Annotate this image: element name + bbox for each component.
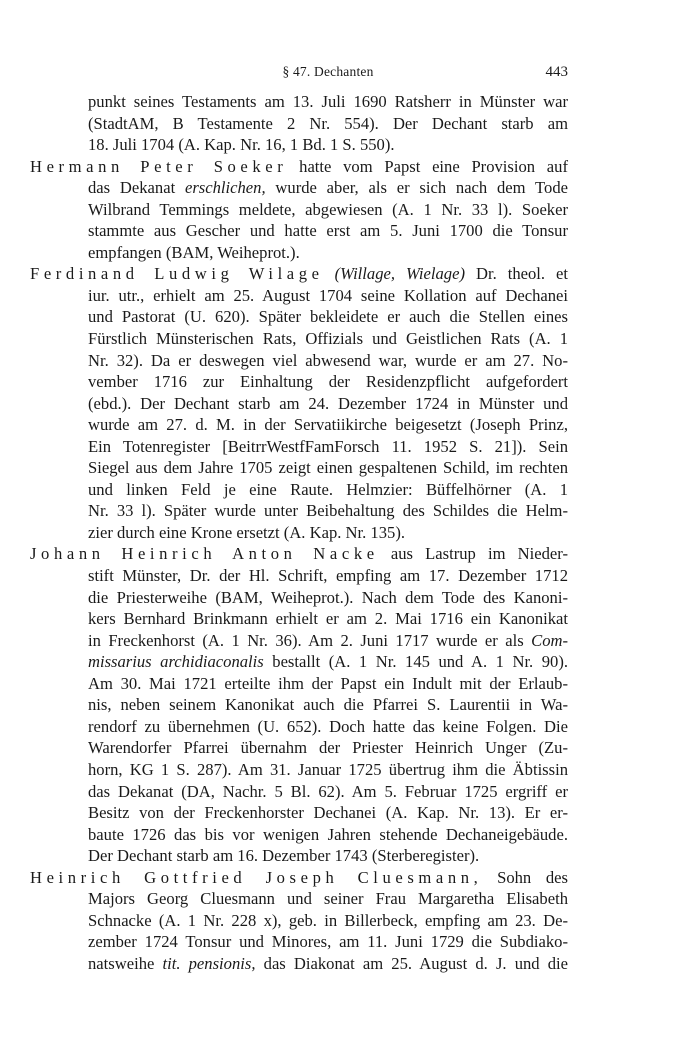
italic-variant-names: (Willage, Wielage) (334, 264, 465, 284)
text-line: baute 1726 das bis vor wenigen Jahren stehende Dechaneigebäude. (88, 824, 568, 844)
text-segment: Sohn des (497, 867, 568, 887)
text-line: Der Dechant starb am 16. Dezember 1743 (Sterberegister). (88, 846, 480, 866)
page-number: 443 (545, 64, 568, 80)
text-line: stammte aus Gescher und hatte erst am 5. Juni 1700 die Tonsur (88, 221, 568, 241)
text-line: zember 1724 Tonsur und Minores, am 11. Juni 1729 die Subdiako- (88, 932, 568, 952)
section-title: § 47. Dechanten (282, 64, 374, 79)
text-segment: bestallt (A. 1 Nr. 145 und A. 1 Nr. 90). (272, 652, 569, 672)
entry-first-line (30, 263, 568, 285)
entry-wilage (30, 263, 568, 543)
text-line: (ebd.). Der Dechant starb am 24. Dezember 1724 in Münster und (88, 393, 568, 413)
text-segment: das Dekanat (88, 178, 176, 198)
italic-term: missarius archidiaconalis (88, 652, 264, 672)
text-segment: in Freckenhorst (A. 1 Nr. 36). Am 2. Juni 1717 wurde er als (88, 630, 524, 650)
text-line: punkt seines Testaments am 13. Juli 1690 Ratsherr in Münster war (88, 92, 568, 111)
text-line: Warendorfer Pfarrei übernahm der Priester Heinrich Unger (Zu- (88, 738, 568, 758)
text-line: Ein Totenregister [BeitrrWestfFamForsch 11. 1952 S. 21]). Sein (88, 436, 568, 456)
text-line: Fürstlich Münsterischen Rats, Offizials und Geistlichen Rats (A. 1 (88, 329, 568, 349)
entry-soeker (30, 156, 568, 264)
text-line: wurde am 27. d. M. in der Servatiikirche beigesetzt (Joseph Prinz, (88, 415, 568, 435)
text-line: und linken Feld je eine Raute. Helmzier: Büffelhörner (A. 1 (88, 479, 568, 499)
text-segment: das Diakonat am 25. August d. J. und die (263, 953, 569, 973)
text-line: die Priesterweihe (BAM, Weiheprot.). Nach dem Tode des Kanoni- (88, 587, 568, 607)
italic-term: Com- (531, 630, 568, 650)
text-line: zier durch eine Krone ersetzt (A. Kap. Nr. 135). (88, 522, 405, 542)
person-name: Johann Heinrich Anton Nacke (30, 544, 379, 564)
italic-term: tit. pensionis, (162, 953, 256, 973)
text-line: Nr. 32). Da er deswegen viel abwesend war, wurde er am 27. No- (88, 350, 568, 370)
text-line: (StadtAM, B Testamente 2 Nr. 554). Der Dechant starb am (88, 113, 568, 133)
person-name: Ferdinand Ludwig Wilage (30, 264, 324, 284)
body-text (30, 91, 568, 974)
text-segment: aus Lastrup im Nieder- (390, 544, 568, 564)
text-line: kers Bernhard Brinkmann erhielt er am 2. Mai 1716 ein Kanonikat (88, 609, 568, 629)
text-segment: Dr. theol. et (475, 264, 569, 284)
continuation-paragraph (30, 91, 568, 156)
text-line: und Pastorat (U. 620). Später bekleidete er auch die Stellen eines (88, 307, 568, 327)
text-line (30, 651, 568, 673)
text-line: Besitz von der Freckenhorster Dechanei (A. Kap. Nr. 13). Er er- (88, 803, 568, 823)
text-line: rendorf zu übernehmen (U. 652). Doch hatte das keine Folgen. Die (88, 716, 568, 736)
text-line: Nr. 33 l). Später wurde unter Beibehaltung des Schildes die Helm- (88, 501, 568, 521)
text-line: horn, KG 1 S. 287). Am 31. Januar 1725 übertrug ihm die Äbtissin (88, 759, 568, 779)
text-line: Wilbrand Temmings meldete, abgewiesen (A. 1 Nr. 33 l). Soeker (88, 199, 568, 219)
text-line: 18. Juli 1704 (A. Kap. Nr. 16, 1 Bd. 1 S. 550). (88, 135, 395, 155)
text-line: Am 30. Mai 1721 erteilte ihm der Papst ein Indult mit der Erlaub- (88, 673, 568, 693)
text-line: das Dekanat (DA, Nachr. 5 Bl. 62). Am 5. Februar 1725 ergriff er (88, 781, 568, 801)
text-line: nis, neben seinem Kanonikat auch die Pfarrei S. Laurentii in Wa- (88, 695, 568, 715)
text-line: stift Münster, Dr. der Hl. Schrift, empfing am 17. Dezember 1712 (88, 566, 568, 586)
entry-first-line (30, 867, 568, 889)
text-segment: wurde aber, als er sich nach dem Tode (275, 178, 568, 198)
entry-first-line (30, 543, 568, 565)
text-line: iur. utr., erhielt am 25. August 1704 seine Kollation auf Dechanei (88, 285, 568, 305)
text-line (30, 177, 568, 199)
text-line: empfangen (BAM, Weiheprot.). (88, 242, 300, 262)
text-line: Siegel aus dem Jahre 1705 zeigt einen gespaltenen Schild, im rechten (88, 458, 568, 478)
text-line: Schnacke (A. 1 Nr. 228 x), geb. in Billerbeck, empfing am 23. De- (88, 910, 568, 930)
italic-term: erschlichen, (184, 178, 266, 198)
person-name: Heinrich Gottfried Joseph Cluesmann, (30, 867, 483, 887)
person-name: Hermann Peter Soeker (30, 156, 288, 176)
entry-nacke (30, 543, 568, 866)
entry-first-line (30, 156, 568, 178)
text-segment: natsweihe (88, 953, 155, 973)
text-line (30, 630, 568, 652)
text-line: Majors Georg Cluesmann und seiner Frau Margaretha Elisabeth (88, 889, 568, 909)
running-header (88, 64, 568, 82)
text-segment: hatte vom Papst eine Provision auf (299, 156, 568, 176)
text-line: vember 1716 zur Einhaltung der Residenzpflicht aufgefordert (88, 372, 568, 392)
text-line (30, 953, 568, 975)
entry-cluesmann (30, 867, 568, 975)
